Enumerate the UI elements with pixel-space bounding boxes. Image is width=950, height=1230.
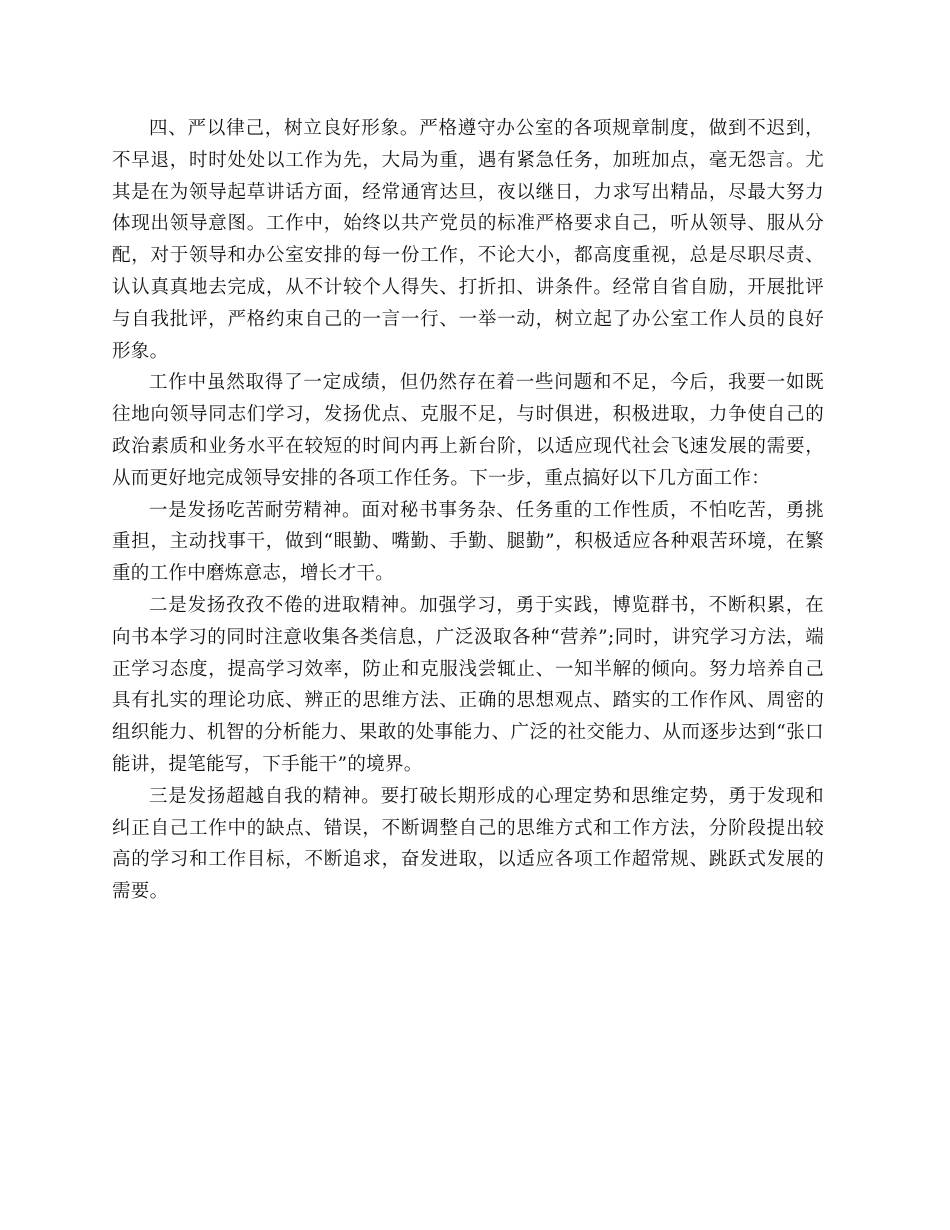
document-body [112, 113, 824, 908]
paragraph-enterprising-spirit: 二是发扬孜孜不倦的进取精神。加强学习，勇于实践，博览群书，不断积累，在向书本学习的同时注意收集各类信息，广泛汲取各种“营养”;同时，讲究学习方法，端正学习态度，提高学习效率，防止和克服浅尝辄止、一知半解的倾向。努力培养自己具有扎实的理论功底、辨正的思维方法、正确的思想观点、踏实的工作作风、周密的组织能力、机智的分析能力、果敢的处事能力、广泛的社交能力、从而逐步达到“张口能讲，提笔能写，下手能干”的境界。 [112, 594, 824, 775]
paragraph-hard-work-spirit: 一是发扬吃苦耐劳精神。面对秘书事务杂、任务重的工作性质，不怕吃苦，勇挑重担，主动找事干，做到“眼勤、嘴勤、手勤、腿勤”，积极适应各种艰苦环境，在繁重的工作中磨炼意志，增长才干。 [112, 499, 824, 585]
paragraph-self-surpassing-spirit: 三是发扬超越自我的精神。要打破长期形成的心理定势和思维定势，勇于发现和纠正自己工作中的缺点、错误，不断调整自己的思维方式和工作方法，分阶段提出较高的学习和工作目标，不断追求，奋发进取，以适应各项工作超常规、跳跃式发展的需要。 [112, 785, 824, 903]
paragraph-self-discipline: 四、严以律己，树立良好形象。严格遵守办公室的各项规章制度，做到不迟到，不早退，时时处处以工作为先，大局为重，遇有紧急任务，加班加点，毫无怨言。尤其是在为领导起草讲话方面，经常通宵达旦，夜以继日，力求写出精品，尽最大努力体现出领导意图。工作中，始终以共产党员的标准严格要求自己，听从领导、服从分配，对于领导和办公室安排的每一份工作，不论大小，都高度重视，总是尽职尽责、认认真真地去完成，从不计较个人得失、打折扣、讲条件。经常自省自励，开展批评与自我批评，严格约束自己的一言一行、一举一动，树立起了办公室工作人员的良好形象。 [112, 118, 824, 362]
paragraph-shortcomings-and-plans: 工作中虽然取得了一定成绩，但仍然存在着一些问题和不足，今后，我要一如既往地向领导同志们学习，发扬优点、克服不足，与时俱进，积极进取，力争使自己的政治素质和业务水平在较短的时间内再上新台阶，以适应现代社会飞速发展的需要，从而更好地完成领导安排的各项工作任务。下一步，重点搞好以下几方面工作： [112, 372, 824, 489]
